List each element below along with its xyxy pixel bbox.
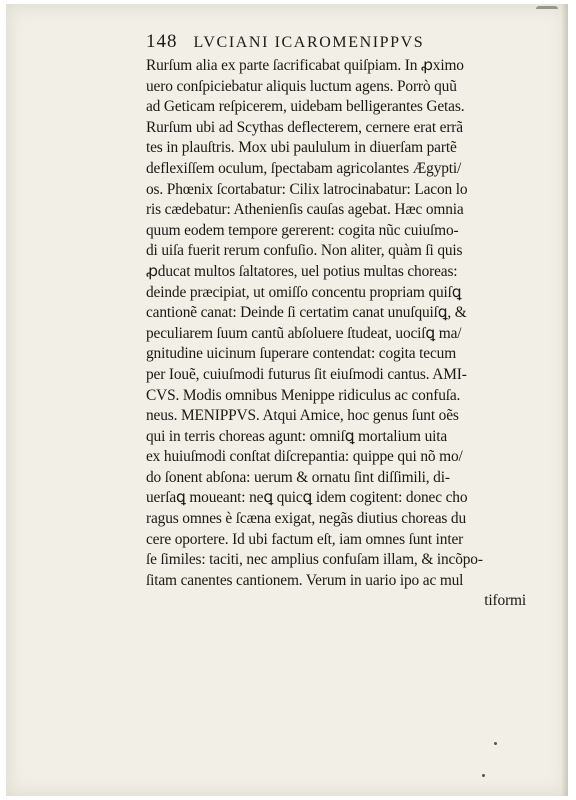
text-line: ad Geticam reſpicerem, uidebam belligerantes Getas.	[146, 98, 465, 116]
text-line: uerſaꝗ moueant: neꝗ quicꝗ idem cogitent: donec cho	[146, 489, 468, 507]
text-line: di uiſa fuerit rerum confuſio. Non aliter, quàm ſi quis	[146, 242, 463, 260]
page-edge-shadow	[561, 4, 568, 796]
text-line: cere oportere. Id ubi factum eſt, iam omnes ſunt inter	[146, 530, 464, 548]
text-line: qui in terris choreas agunt: omniſꝗ mortalium uita	[146, 427, 448, 445]
page-number: 148	[146, 31, 178, 52]
text-line: ragus omnes è ſcæna exigat, negãs diutius choreas du	[146, 510, 467, 528]
body-text	[146, 56, 530, 612]
text-line: per Iouẽ, cuiuſmodi futurus ſit eiuſmodi cantus. AMI-	[146, 365, 467, 383]
text-line: os. Phœnix ſcortabatur: Cilix latrocinabatur: Lacon lo	[146, 180, 468, 198]
text-line: neus. MENIPPVS. Atqui Amice, hoc genus ſunt oẽs	[146, 407, 459, 425]
text-line: ꝓducat multos ſaltatores, uel potius multas choreas:	[146, 262, 458, 280]
text-line: quum eodem tempore gererent: cogita nũc cuiuſmo-	[146, 221, 459, 239]
book-page	[6, 4, 568, 796]
text-line: ris cædebatur: Athenienſis cauſas agebat. Hæc omnia	[146, 201, 464, 219]
text-line: ſe ſimiles: taciti, nec amplius confuſam illam, & incõpo-	[146, 551, 483, 569]
text-line: ex huiuſmodi conſtat diſcrepantia: quippe qui nõ mo/	[146, 448, 463, 466]
text-line: do ſonent abſona: uerum & ornatu ſint diſſimili, di-	[146, 468, 450, 486]
text-line: deflexiſſem oculum, ſpectabam agricolantes Ægypti/	[146, 159, 462, 177]
text-line: peculiarem ſuum cantũ abſoluere ſtudeat, uociſꝗ ma/	[146, 324, 462, 342]
text-line: Rurſum alia ex parte ſacrificabat quiſpiam. In ꝓximo	[146, 57, 464, 74]
text-line: Rurſum ubi ad Scythas deflecterem, cernere erat errã	[146, 118, 463, 136]
text-line: ſitam canentes cantionem. Verum in uario ipo ac mul	[146, 571, 464, 589]
text-line: deinde præcipiat, ut omiſſo concentu propriam quiſꝗ	[146, 283, 462, 301]
running-title: LVCIANI ICAROMENIPPVS	[193, 34, 425, 51]
text-line: gnitudine uicinum ſuperare contendat: cogita tecum	[146, 345, 457, 363]
page-header	[146, 31, 526, 57]
text-line: cantionẽ canat: Deinde ſi certatim canat unuſquiſꝗ, &	[146, 304, 467, 322]
text-line: uero conſpiciebatur aliquis luctum agens. Porrò quũ	[146, 77, 457, 95]
ink-speck	[494, 742, 497, 745]
ink-speck	[482, 774, 485, 777]
text-line: CVS. Modis omnibus Menippe ridiculus ac confuſa.	[146, 386, 461, 404]
text-line: tes in plauſtris. Mox ubi paululum in diuerſam partẽ	[146, 139, 457, 157]
corner-stain	[536, 6, 558, 19]
catchword: tiformi	[484, 592, 526, 610]
